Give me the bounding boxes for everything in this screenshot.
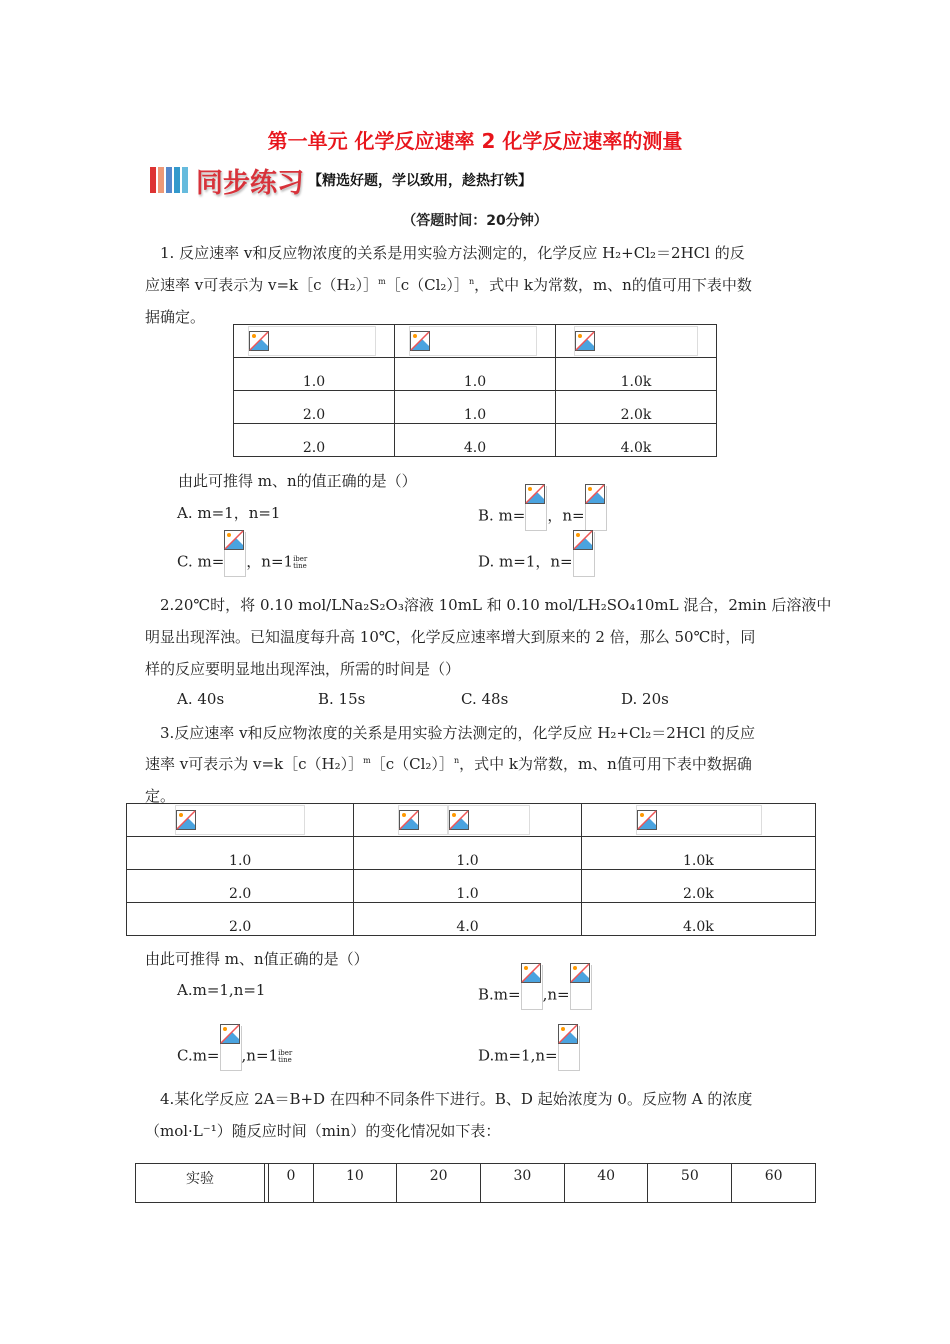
header-cell: 50	[648, 1164, 732, 1203]
fraction-image	[585, 486, 607, 531]
q2-line1: 2.20℃时，将 0.10 mol/LNa₂S₂O₃溶液 10mL 和 0.10 mol/LH₂SO₄10mL 混合，2min 后溶液中	[160, 596, 832, 614]
cell: 2.0	[234, 424, 395, 457]
q1-table	[233, 324, 717, 457]
q4-line2: （mol·L⁻¹）随反应时间（min）的变化情况如下表：	[145, 1122, 501, 1140]
fraction-image	[573, 532, 595, 577]
sup-m: m	[363, 756, 371, 765]
fraction-image	[224, 532, 246, 577]
table-row	[234, 424, 717, 457]
tiny-text	[293, 556, 307, 570]
fraction-image	[521, 965, 543, 1010]
broken-image-icon	[575, 331, 595, 351]
q4-table	[135, 1163, 816, 1203]
page-title: 第一单元 化学反应速率 2 化学反应速率的测量	[267, 129, 683, 153]
opt-text: ，n=1	[246, 552, 294, 571]
banner	[150, 160, 532, 200]
opt-text: D.m=1,n=	[478, 1046, 558, 1065]
broken-image-icon	[573, 530, 593, 550]
cell: 1.0	[395, 358, 556, 391]
broken-image-icon	[249, 331, 269, 351]
q4-line1: 4.某化学反应 2A＝B+D 在四种不同条件下进行。B、D 起始浓度为 0。反应物 A 的浓度	[160, 1090, 753, 1108]
header-cell: 30	[481, 1164, 565, 1203]
q3-option-d[interactable]	[478, 1042, 950, 1071]
books-icon	[150, 167, 188, 193]
sup-m: m	[378, 277, 386, 286]
cell: 4.0	[395, 424, 556, 457]
q1-prompt: 由此可推得 m、n的值正确的是（）	[178, 472, 417, 490]
q1-line2c: ，式中 k为常数，m、n的值可用下表中数	[474, 276, 752, 294]
broken-image-icon	[410, 331, 430, 351]
q3-line3: 定。	[145, 787, 176, 805]
q2-line3: 样的反应要明显地出现浑浊，所需的时间是（）	[145, 660, 461, 678]
time-note: （答题时间：20分钟）	[402, 213, 548, 229]
q1-line2a: 应速率 v可表示为 v=k［c（H₂）］	[145, 276, 379, 294]
q3-line2b: ［c（Cl₂）］	[370, 755, 454, 773]
opt-text: ,n=1	[241, 1046, 279, 1065]
q2-option-a[interactable]: A. 40s	[177, 690, 225, 708]
opt-text: B. m=	[478, 506, 526, 525]
cell: 2.0k	[556, 391, 717, 424]
q1-line2	[145, 274, 810, 295]
header-cell	[354, 804, 581, 837]
header-cell: 60	[732, 1164, 816, 1203]
broken-image-icon	[585, 484, 605, 504]
tiny-top: iber	[278, 1048, 293, 1057]
cell: 4.0k	[581, 903, 815, 936]
header-cell	[581, 804, 815, 837]
cell: 1.0k	[556, 358, 717, 391]
broken-image-icon	[399, 810, 419, 830]
q2-line2: 明显出现浑浊。已知温度每升高 10℃，化学反应速率增大到原来的 2 倍，那么 50℃时，同	[145, 628, 756, 646]
q1-line2b: ［c（Cl₂）］	[385, 276, 469, 294]
cell: 1.0	[234, 358, 395, 391]
broken-image-icon	[525, 484, 545, 504]
cell: 2.0k	[581, 870, 815, 903]
tiny-bottom: tine	[278, 1055, 292, 1064]
q3-line1: 3.反应速率 v和反应物浓度的关系是用实验方法测定的，化学反应 H₂+Cl₂＝2HCl 的反应	[160, 724, 755, 742]
sup-n: n	[453, 756, 460, 765]
header-cell	[395, 325, 556, 358]
table-row	[127, 870, 816, 903]
broken-image-icon	[570, 963, 590, 983]
q1-option-b[interactable]	[478, 502, 950, 531]
tiny-text	[278, 1050, 292, 1064]
header-cell: 20	[397, 1164, 481, 1203]
opt-text: B.m=	[478, 985, 521, 1004]
q3-line2a: 速率 v可表示为 v=k［c（H₂）］	[145, 755, 364, 773]
tiny-top: iber	[293, 554, 308, 563]
opt-text: D. m=1，n=	[478, 552, 573, 571]
table-header-row	[136, 1164, 816, 1203]
cell: 2.0	[127, 870, 354, 903]
cell: 1.0	[395, 391, 556, 424]
fraction-image	[558, 1026, 580, 1071]
header-cell: 0	[269, 1164, 313, 1203]
cell: 2.0	[127, 903, 354, 936]
q2-option-c[interactable]: C. 48s	[461, 690, 509, 708]
banner-main: 同步练习	[196, 167, 304, 199]
header-cell	[234, 325, 395, 358]
q3-line2c: ，式中 k为常数，m、n值可用下表中数据确	[459, 755, 752, 773]
table-row	[234, 391, 717, 424]
q3-option-b[interactable]	[478, 981, 950, 1010]
table-row	[234, 358, 717, 391]
opt-text: ，n=	[547, 506, 585, 525]
cell: 1.0k	[581, 837, 815, 870]
header-cell: 实验	[136, 1164, 265, 1203]
fraction-image	[570, 965, 592, 1010]
header-cell	[556, 325, 717, 358]
header-cell: 40	[564, 1164, 648, 1203]
broken-image-icon	[558, 1024, 578, 1044]
q1-option-d[interactable]	[478, 548, 950, 577]
q2-option-d[interactable]: D. 20s	[621, 690, 669, 708]
q1-line3: 据确定。	[145, 308, 206, 326]
fraction-image	[220, 1026, 242, 1071]
q1-line1: 1. 反应速率 v和反应物浓度的关系是用实验方法测定的，化学反应 H₂+Cl₂＝2HCl 的反	[160, 244, 745, 262]
q3-table	[126, 803, 816, 936]
header-cell	[127, 804, 354, 837]
broken-image-icon	[176, 810, 196, 830]
table-row	[127, 903, 816, 936]
broken-image-icon	[220, 1024, 240, 1044]
header-cell: 10	[313, 1164, 397, 1203]
sup-n: n	[468, 277, 475, 286]
fraction-image	[525, 486, 547, 531]
tiny-bottom: tine	[293, 561, 307, 570]
cell: 4.0	[354, 903, 581, 936]
q2-option-b[interactable]: B. 15s	[318, 690, 366, 708]
opt-text: ,n=	[542, 985, 570, 1004]
q3-prompt: 由此可推得 m、n值正确的是（）	[145, 950, 369, 968]
cell: 1.0	[354, 870, 581, 903]
broken-image-icon	[224, 530, 244, 550]
broken-image-icon	[449, 810, 469, 830]
q1-option-a[interactable]: A. m=1，n=1	[177, 504, 281, 522]
broken-image-icon	[637, 810, 657, 830]
opt-text: C.m=	[177, 1046, 220, 1065]
cell: 1.0	[354, 837, 581, 870]
banner-sub: 【精选好题，学以致用，趁热打铁】	[308, 173, 532, 189]
broken-image-icon	[521, 963, 541, 983]
cell: 4.0k	[556, 424, 717, 457]
cell: 2.0	[234, 391, 395, 424]
q3-line2	[145, 753, 810, 774]
opt-text: C. m=	[177, 552, 225, 571]
cell: 1.0	[127, 837, 354, 870]
q3-option-a[interactable]: A.m=1,n=1	[177, 981, 266, 999]
table-row	[127, 837, 816, 870]
